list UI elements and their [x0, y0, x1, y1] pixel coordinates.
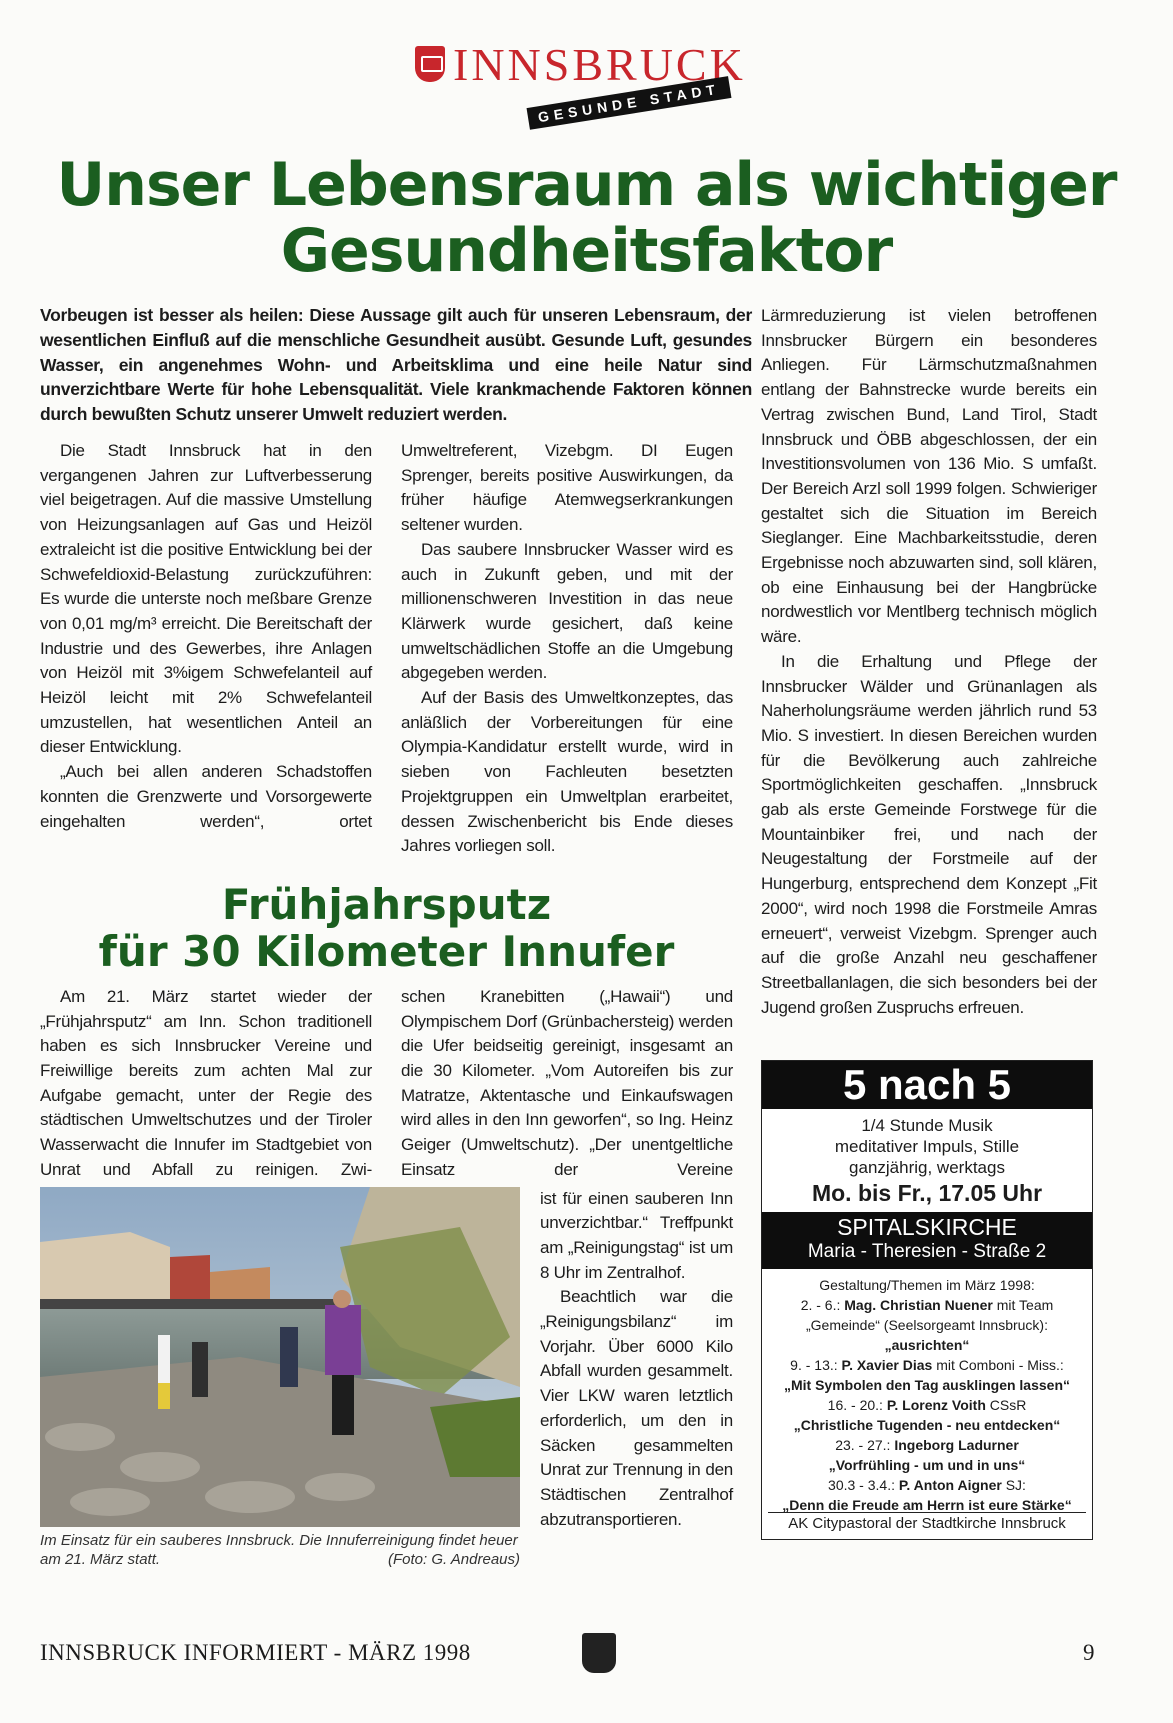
box-line: ganzjährig, werktags: [849, 1158, 1005, 1178]
article1-column-3: [761, 304, 1097, 1020]
article-lead: Vorbeugen ist besser als heilen: Diese Aussage gilt auch für unseren Lebensraum, der wesentlichen Einfluß auf die menschliche Gesundheit ausübt. Gesunde Luft, gesundes Wasser, ein angenehmes Wohn- und Arbeitsklima und eine heile Natur sind unverzichtbare Werte für hohe Lebensqualität. Viele krankmachende Faktoren können durch bewußten Schutz unserer Umwelt reduziert werden.: [40, 305, 752, 425]
church-address: Maria - Theresien - Straße 2: [807, 1241, 1047, 1263]
article2-column-1: [40, 985, 372, 1183]
photo-river-cleanup: [40, 1187, 520, 1527]
photo-block: [40, 1187, 520, 1569]
caption-text: Im Einsatz für ein sauberes Innsbruck. Die Innuferreinigung findet heuer am 21. März statt.: [40, 1531, 518, 1568]
article2-columns: [40, 985, 733, 1183]
article2-heading: [40, 881, 733, 975]
program-theme: „ausrichten“: [884, 1337, 970, 1354]
program-theme: „Christliche Tugenden - neu entdecken“: [793, 1417, 1061, 1434]
article1-column-2: [401, 439, 733, 859]
photo-caption: [40, 1531, 520, 1569]
box-location: [762, 1212, 1092, 1269]
paragraph: ist für einen sauberen Inn unverzichtbar.“ Treffpunkt am „Reinigungstag“ ist um 8 Uhr im Zentralhof.: [540, 1188, 733, 1282]
program-theme: „Mit Symbolen den Tag ausklingen lassen“: [783, 1377, 1071, 1394]
paragraph: „Auch bei allen anderen Schadstoffen konnten die Grenzwerte und Vorsorgewerte eingehalten werden“, ortet: [40, 762, 372, 831]
title-line-1: Unser Lebensraum als wichtiger: [56, 150, 1117, 220]
publication-footer: INNSBRUCK INFORMIERT - MÄRZ 1998: [40, 1640, 471, 1665]
paragraph: schen Kranebitten („Hawaii“) und Olympischem Dorf (Grünbachersteig) werden die Ufer beidseitig gereinigt, insgesamt an die 30 Kilometer. „Vom Autoreifen bis zur Matratze, Aktentasche und Einkaufswagen wird alles in den Inn geworfen“, so Ing. Heinz Geiger (Umweltschutz). „Der unentgeltliche Einsatz der Vereine: [401, 986, 733, 1179]
paragraph: Lärmreduzierung ist vielen betroffenen Innsbrucker Bürgern ein besonderes Anliegen. Für Lärmschutzmaßnahmen entlang der Bahnstrecke wurde bereits ein Vertrag zwischen Bund, Land Tirol, Stadt Innsbruck und ÖBB abgeschlossen, der ein Investitionsvolumen von 136 Mio. S umfaßt. Der Bereich Arzl soll 1999 folgen. Schwieriger gestaltet sich die Situation im Bereich Sieglanger. Eine Machbarkeitsstudie, deren Ergebnisse noch abzuwarten sind, soll klären, ob eine Einhausung bei der Hangbrücke nordwestlich vor Mentlberg technisch möglich wäre.: [761, 306, 1097, 647]
program-item: 9. - 13.: P. Xavier Dias mit Comboni - Miss.:: [790, 1357, 1064, 1374]
event-box-5-nach-5: [761, 1060, 1093, 1540]
city-crest-icon: [582, 1633, 616, 1673]
church-name: SPITALSKIRCHE: [837, 1214, 1017, 1241]
program-theme: „Denn die Freude am Herrn ist eure Stärke“: [782, 1497, 1072, 1514]
heading-line-2: für 30 Kilometer Innufer: [98, 926, 675, 976]
logo-stamp: GESUNDE STADT: [527, 76, 732, 130]
innsbruck-gesunde-stadt-logo: [415, 40, 745, 130]
article1-columns: [40, 439, 733, 859]
article2-column-2-narrow: [540, 1187, 733, 1533]
photo-credit: (Foto: G. Andreaus): [388, 1550, 520, 1568]
article2-photo-row: [40, 1187, 733, 1569]
article-title: [0, 152, 1173, 284]
paragraph: Beachtlich war die „Reinigungsbilanz“ im Vorjahr. Über 6000 Kilo Abfall wurden gesammelt. Vier LKW waren letztlich erforderlich, um den in Säcken gesammelten Unrat zur Trennung in den Städtischen Zentralhof abzutransportieren.: [540, 1287, 733, 1529]
paragraph: Umweltreferent, Vizebgm. DI Eugen Sprenger, bereits positive Auswirkungen, da früher häufige Atemwegserkrankungen seltener wurden.: [401, 440, 733, 535]
article1-column-1: [40, 439, 372, 834]
city-crest-icon: [415, 46, 445, 82]
paragraph: Auf der Basis des Umweltkonzeptes, das anläßlich der Vorbereitungen für eine Olympia-Kandidatur erstellt wurde, wird in sieben von Fachleuten besetzten Projektgruppen ein Umweltplan erarbeitet, dessen Zwischenbericht bis Ende dieses Jahres vorliegen soll.: [401, 688, 733, 856]
title-line-2: Gesundheitsfaktor: [280, 216, 893, 286]
left-content-area: [40, 303, 752, 1569]
heading-line-1: Frühjahrsputz: [221, 879, 552, 929]
box-footer: AK Citypastoral der Stadtkirche Innsbruck: [768, 1512, 1086, 1535]
program-item: 23. - 27.: Ingeborg Ladurner: [835, 1437, 1019, 1454]
program-title: Gestaltung/Themen im März 1998:: [819, 1277, 1035, 1294]
box-time: Mo. bis Fr., 17.05 Uhr: [811, 1180, 1043, 1207]
page-number: 9: [1083, 1640, 1095, 1665]
box-title: 5 nach 5: [762, 1061, 1092, 1109]
photo-image: [40, 1187, 520, 1527]
program-item: 2. - 6.: Mag. Christian Nuener mit Team: [800, 1297, 1054, 1314]
paragraph: Die Stadt Innsbruck hat in den vergangenen Jahren zur Luftverbesserung viel beigetragen. Auf die massive Umstellung von Heizungsanlagen auf Gas und Heizöl extraleicht ist die positive Entwicklung bei der Schwefeldioxid-Belastung zurückzuführen: Es wurde die unterste noch meßbare Grenze von 0,01 mg/m³ erreicht. Die Bereitschaft der Industrie und des Gewerbes, ihre Anlagen von Heizöl mit 3%igem Schwefelanteil auf Heizöl leicht mit 2% Schwefelanteil umzustellen, hat wesentlichen Anteil an dieser Entwicklung.: [40, 440, 372, 757]
logo-word: INNSBRUCK: [453, 39, 746, 90]
program-item: „Gemeinde“ (Seelsorgeamt Innsbruck):: [806, 1317, 1048, 1334]
program-theme: „Vorfrühling - um und in uns“: [828, 1457, 1026, 1474]
program-item: 30.3 - 3.4.: P. Anton Aigner SJ:: [828, 1477, 1026, 1494]
box-line: 1/4 Stunde Musik: [861, 1116, 993, 1136]
program-list: [762, 1269, 1092, 1515]
paragraph: Das saubere Innsbrucker Wasser wird es auch in Zukunft geben, und mit der millionenschweren Investition in das neue Klärwerk wurde gesichert, daß keine umweltschädlichen Stoffe an die Umgebung abgegeben werden.: [401, 539, 733, 683]
paragraph: In die Erhaltung und Pflege der Innsbrucker Wälder und Grünanlagen als Naherholungsräume werden jährlich rund 53 Mio. S investiert. In diesen Bereichen wurden für die Bevölkerung auch zahlreiche Sportmöglichkeiten geschaffen. „Innsbruck gab als erste Gemeinde Forstwege für die Mountainbiker frei, und nach der Neugestaltung der Forstmeile auf der Hungerburg, entsprechend dem Konzept „Fit 2000“, wird noch 1998 die Forstmeile Amras erneuert“, verweist Vizebgm. Sprenger auch auf die große Anzahl neu geschaffener Streetballanlagen, die sich besonders bei der Jugend großen Zuspruchs erfreuen.: [761, 651, 1097, 1017]
paragraph: Am 21. März startet wieder der „Frühjahrsputz“ am Inn. Schon traditionell haben es sich Innsbrucker Vereine und Freiwillige bereits zum achten Mal zur Aufgabe gemacht, unter der Regie des städtischen Umweltschutzes und der Tiroler Wasserwacht die Innufer im Stadtgebiet von Unrat und Abfall zu reinigen. Zwi-: [40, 986, 372, 1179]
box-line: meditativer Impuls, Stille: [834, 1137, 1020, 1157]
article2-column-2: [401, 985, 733, 1183]
program-item: 16. - 20.: P. Lorenz Voith CSsR: [827, 1397, 1027, 1414]
right-content-area: [761, 304, 1097, 1540]
